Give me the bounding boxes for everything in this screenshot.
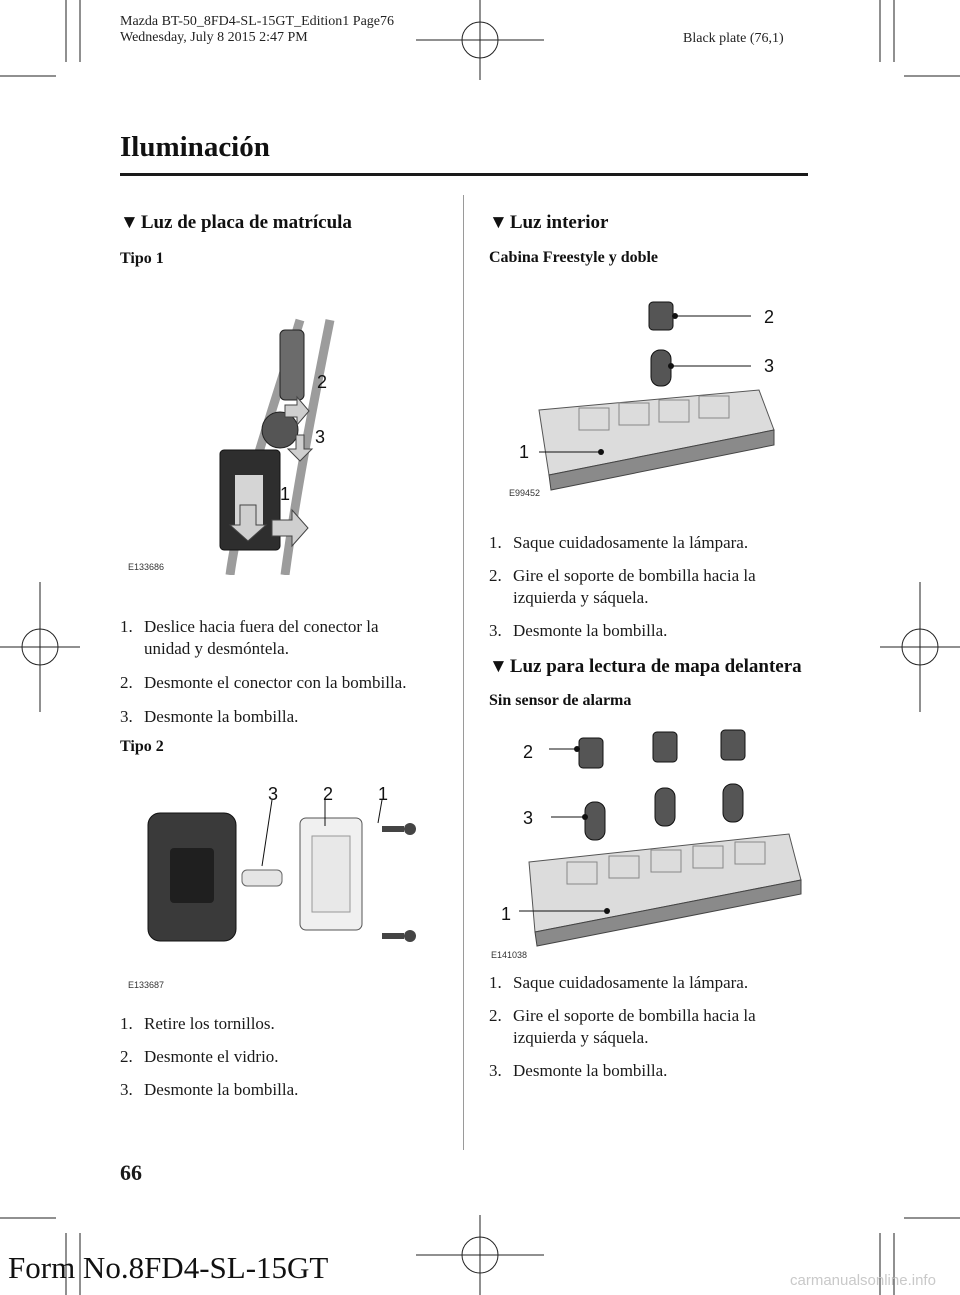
type1-steps [120, 616, 450, 728]
callout-2: 2 [523, 742, 534, 762]
callout-1: 1 [519, 442, 530, 462]
triangle-down-icon: ▼ [489, 656, 508, 677]
list-item: 3. Desmonte la bombilla. [489, 1061, 668, 1080]
figure-code: E133686 [128, 562, 165, 572]
map-subheading: Sin sensor de alarma [489, 692, 632, 709]
interior-steps [489, 532, 809, 642]
license-plate-heading: ▼ Luz de placa de matrícula [120, 212, 352, 233]
callout-1: 1 [378, 784, 389, 804]
file-info-line1: Mazda BT-50_8FD4-SL-15GT_Edition1 Page76 [120, 14, 395, 29]
list-item: 1. Saque cuidadosamente la lámpara. [489, 533, 749, 552]
figure-code: E141038 [491, 950, 528, 960]
callout-2: 2 [764, 307, 775, 327]
callout-1: 1 [501, 904, 512, 924]
triangle-down-icon: ▼ [120, 212, 139, 233]
column-divider [463, 195, 464, 1150]
figure-code: E99452 [509, 488, 541, 498]
figure-type1 [120, 300, 460, 575]
figure-interior [489, 290, 809, 505]
triangle-down-icon: ▼ [489, 212, 508, 233]
list-item: 3. Desmonte la bombilla. [120, 707, 299, 726]
interior-subheading: Cabina Freestyle y doble [489, 249, 659, 266]
section-rule [120, 173, 808, 176]
list-item: 2. Desmonte el conector con la bombilla. [120, 673, 407, 692]
crosshair-icon [416, 1215, 546, 1295]
callout-2: 2 [323, 784, 334, 804]
file-info-line2: Wednesday, July 8 2015 2:47 PM [120, 30, 308, 45]
list-item: 1. Retire los tornillos. [120, 1014, 275, 1033]
interior-light-heading: ▼ Luz interior [489, 212, 609, 233]
callout-2: 2 [317, 372, 328, 392]
callout-3: 3 [315, 427, 326, 447]
list-item: 1. Saque cuidadosamente la lámpara. [489, 973, 749, 992]
type1-label: Tipo 1 [120, 250, 164, 267]
section-title: Iluminación [120, 131, 270, 163]
plate-info: Black plate (76,1) [683, 31, 784, 46]
list-item: 3. Desmonte la bombilla. [120, 1080, 299, 1099]
callout-1: 1 [280, 484, 291, 504]
list-item: 2. Gire el soporte de bombilla hacia la izquierda y sáquela. [489, 1006, 756, 1047]
crosshair-icon [880, 582, 960, 712]
callout-3: 3 [764, 356, 775, 376]
crosshair-icon [416, 0, 546, 80]
watermark: carmanualsonline.info [790, 1272, 936, 1289]
type2-label: Tipo 2 [120, 738, 164, 755]
list-item: 2. Desmonte el vidrio. [120, 1047, 279, 1066]
map-steps [489, 972, 809, 1082]
form-number: Form No.8FD4-SL-15GT [8, 1250, 329, 1285]
page-number: 66 [120, 1160, 142, 1185]
callout-3: 3 [523, 808, 534, 828]
list-item: 1. Deslice hacia fuera del conector la unidad y desmóntela. [120, 617, 379, 658]
callout-3: 3 [268, 784, 279, 804]
figure-map [489, 722, 809, 962]
figure-code: E133687 [128, 980, 165, 990]
type2-steps [120, 1013, 450, 1101]
map-light-heading: ▼ Luz para lectura de mapa delantera [489, 656, 802, 677]
figure-type2 [120, 778, 460, 993]
list-item: 2. Gire el soporte de bombilla hacia la izquierda y sáquela. [489, 566, 756, 607]
list-item: 3. Desmonte la bombilla. [489, 621, 668, 640]
crosshair-icon [0, 582, 80, 712]
